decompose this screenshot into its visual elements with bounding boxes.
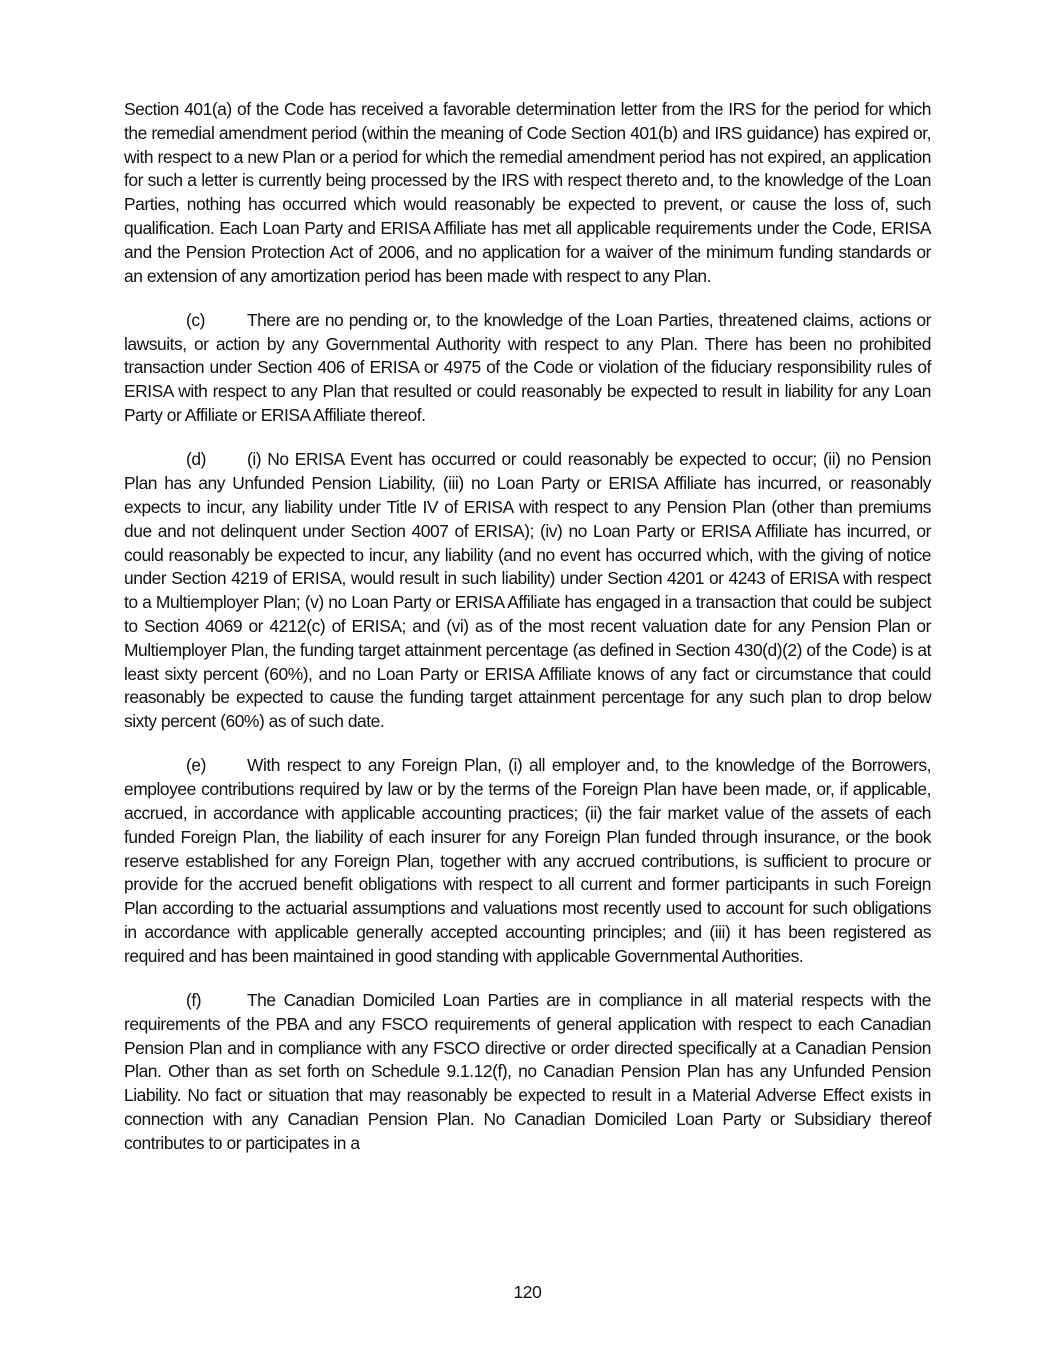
paragraph-text: Section 401(a) of the Code has received a favorable determination letter from the IRS for the period for which the remedial amendment period (within the meaning of Code Section 401(b) and IRS guidance) has expired or, with respect to a new Plan or a period for which the remedial amendment period has not expired, an application for such a letter is currently being processed by the IRS with respect thereto and, to the knowledge of the Loan Parties, nothing has occurred which would reasonably be expected to prevent, or cause the loss of, such qualification. Each Loan Party and ERISA Affiliate has met all applicable requirements under the Code, ERISA and the Pension Protection Act of 2006, and no application for a waiver of the minimum funding standards or an extension of any amortization period has been made with respect to any Plan. xyxy=(124,99,931,286)
paragraph-text: (i) No ERISA Event has occurred or could reasonably be expected to occur; (ii) no Pension Plan has any Unfunded Pension Liability, (iii) no Loan Party or ERISA Affiliate has incurred, or reasonably expects to incur, any liability under Title IV of ERISA with respect to any Pension Plan (other than premiums due and not delinquent under Section 4007 of ERISA); (iv) no Loan Party or ERISA Affiliate has incurred, or could reasonably be expected to incur, any liability (and no event has occurred which, with the giving of notice under Section 4219 of ERISA, would result in such liability) under Section 4201 or 4243 of ERISA with respect to a Multiemployer Plan; (v) no Loan Party or ERISA Affiliate has engaged in a transaction that could be subject to Section 4069 or 4212(c) of ERISA; and (vi) as of the most recent valuation date for any Pension Plan or Multiemployer Plan, the funding target attainment percentage (as defined in Section 430(d)(2) of the Code) is at least sixty percent (60%), and no Loan Party or ERISA Affiliate knows of any fact or circumstance that could reasonably be expected to cause the funding target attainment percentage for any such plan to drop below sixty percent (60%) as of such date. xyxy=(124,449,931,732)
paragraph-label: (c) xyxy=(186,309,205,330)
paragraph-text: The Canadian Domiciled Loan Parties are in compliance in all material respects with the requirements of the PBA and any FSCO requirements of general application with respect to each Canadian Pension Plan and in compliance with any FSCO directive or order directed specifically at a Canadian Pension Plan. Other than as set forth on Schedule 9.1.12(f), no Canadian Pension Plan has any Unfunded Pension Liability. No fact or situation that may reasonably be expected to result in a Material Adverse Effect exists in connection with any Canadian Pension Plan. No Canadian Domiciled Loan Party or Subsidiary thereof contributes to or participates in a xyxy=(124,990,931,1153)
paragraph-label: (f) xyxy=(186,990,202,1011)
paragraph-f xyxy=(124,989,931,1156)
paragraph-label: (e) xyxy=(186,755,206,776)
paragraph-continuation xyxy=(124,98,931,288)
document-page xyxy=(124,98,931,1176)
paragraph-e xyxy=(124,754,931,968)
paragraph-d xyxy=(124,448,931,734)
paragraph-c xyxy=(124,309,931,428)
page-number: 120 xyxy=(513,1282,542,1302)
paragraph-label: (d) xyxy=(186,449,206,470)
paragraph-text: With respect to any Foreign Plan, (i) all employer and, to the knowledge of the Borrowers, employee contributions required by law or by the terms of the Foreign Plan have been made, or, if applicable, accrued, in accordance with applicable accounting practices; (ii) the fair market value of the assets of each funded Foreign Plan, the liability of each insurer for any Foreign Plan funded through insurance, or the book reserve established for any Foreign Plan, together with any accrued contributions, is sufficient to procure or provide for the accrued benefit obligations with respect to all current and former participants in such Foreign Plan according to the actuarial assumptions and valuations most recently used to account for such obligations in accordance with applicable generally accepted accounting principles; and (iii) it has been registered as required and has been maintained in good standing with applicable Governmental Authorities. xyxy=(124,755,931,966)
paragraph-text: There are no pending or, to the knowledge of the Loan Parties, threatened claims, actions or lawsuits, or action by any Governmental Authority with respect to any Plan. There has been no prohibited transaction under Section 406 of ERISA or 4975 of the Code or violation of the fiduciary responsibility rules of ERISA with respect to any Plan that resulted or could reasonably be expected to result in liability for any Loan Party or Affiliate or ERISA Affiliate thereof. xyxy=(124,309,931,426)
